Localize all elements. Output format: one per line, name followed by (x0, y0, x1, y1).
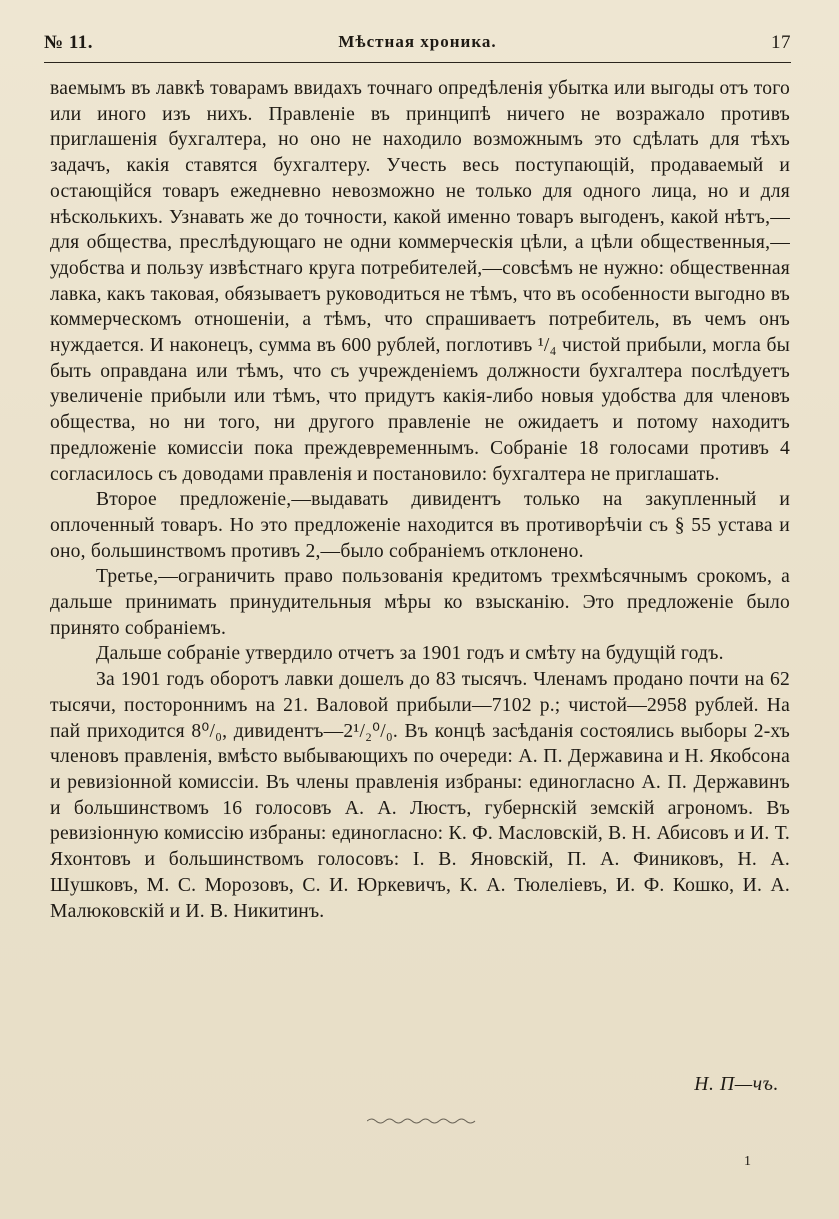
paragraph-1: ваемымъ въ лавкѣ товарамъ ввидахъ точнаго опредѣленія убытка или выгоды отъ того или иного изъ нихъ. Правленіе въ принципѣ ничего не возражало противъ приглашенія бухгалтера, но оно не находило возможнымъ это сдѣлать для тѣхъ задачъ, какія ставятся бухгалтеру. Учесть весь поступающій, продаваемый и остающійся товаръ ежедневно невозможно не только для одного лица, но и для нѣсколькихъ. Узнавать же до точности, какой именно товаръ выгоденъ, какой нѣтъ,—для общества, преслѣдующаго не одни коммерческія цѣли, а цѣли общественныя,—удобства и пользу извѣстнаго круга потребителей,—совсѣмъ не нужно: общественная лавка, какъ таковая, обязываетъ руководиться не тѣмъ, что въ особенности выгодно въ коммерческомъ отношеніи, а тѣмъ, что спрашиваетъ потребитель, въ чемъ онъ нуждается. И наконецъ, сумма въ 600 рублей, поглотивъ ¹/₄ чистой прибыли, могла бы быть оправдана или тѣмъ, что съ учрежденіемъ должности бухгалтера послѣдуетъ увеличеніе прибыли или тѣмъ, что придутъ какія-либо новыя удобства для членовъ общества, но ни того, ни другого правленіе не ожидаетъ и потому находитъ предложеніе комиссіи пока преждевременнымъ. Собраніе 18 голосами противъ 4 согласилось съ доводами правленія и постановило: бухгалтера не приглашать. (50, 78, 790, 485)
issue-number: № 11. (44, 32, 94, 53)
paragraph-2: Второе предложеніе,—выдавать дивидентъ только на закупленный и оплоченный товаръ. Но это предложеніе находится въ противорѣчіи съ § 55 устава и оно, большинствомъ противъ 2,—было собраніемъ отклонено. (50, 489, 790, 562)
header-rule (44, 62, 791, 63)
signature-mark: 1 (744, 1154, 751, 1169)
wavy-divider-ornament (367, 1116, 477, 1126)
page-number: 17 (771, 32, 791, 53)
paragraph-5: За 1901 годъ оборотъ лавки дошелъ до 83 тысячъ. Членамъ продано почти на 62 тысячи, постороннимъ на 21. Валовой прибыли—7102 р.; чистой—2958 рублей. На пай приходится 8⁰/₀, дивидентъ—2¹/₂⁰/₀. Въ концѣ засѣданія состоялись выборы 2-хъ членовъ правленія, вмѣсто выбывающихъ по очереди: А. П. Державина и Н. Якобсона и ревизіонной комиссіи. Въ члены правленія избраны: единогласно А. П. Державинъ и большинствомъ 16 голосовъ А. А. Люстъ, губернскій земскій агрономъ. Въ ревизіонную комиссію избраны: единогласно: К. Ф. Масловскій, В. Н. Абисовъ и И. Т. Яхонтовъ и большинствомъ голосовъ: І. В. Яновскій, П. А. Финиковъ, Н. А. Шушковъ, М. С. Морозовъ, С. И. Юркевичъ, К. А. Тюлеліевъ, И. Ф. Кошко, И. А. Малюковскій и И. В. Никитинъ. (50, 669, 790, 922)
section-title: Мѣстная хроника. (338, 32, 497, 51)
author-signature: Н. П—чъ. (694, 1074, 779, 1095)
article-body (50, 76, 790, 924)
running-header (44, 30, 791, 58)
paragraph-4: Дальше собраніе утвердило отчетъ за 1901 годъ и смѣту на будущій годъ. (96, 643, 724, 665)
paragraph-3: Третье,—ограничить право пользованія кредитомъ трехмѣсячнымъ срокомъ, а дальше принимать принудительныя мѣры ко взысканію. Это предложеніе было принято собраніемъ. (50, 566, 790, 639)
